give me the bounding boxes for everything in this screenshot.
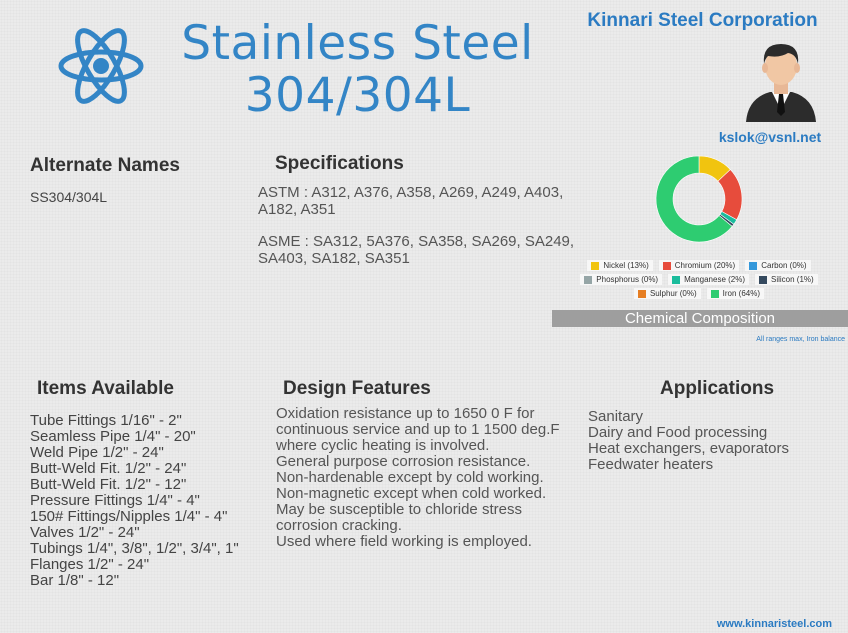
applications-heading: Applications	[660, 378, 775, 399]
list-item: Pressure Fittings 1/4" - 4"	[30, 492, 200, 509]
feature-line: where cyclic heating is involved.	[276, 437, 490, 454]
legend-swatch	[591, 262, 599, 270]
alternate-names-heading: Alternate Names	[30, 155, 180, 176]
feature-line: May be susceptible to chloride stress	[276, 501, 522, 518]
legend-swatch	[711, 290, 719, 298]
legend-label: Nickel (13%)	[603, 261, 649, 270]
list-item: Butt-Weld Fit. 1/2" - 24"	[30, 460, 187, 477]
legend-item-nickel	[587, 260, 652, 271]
application-item: Feedwater heaters	[588, 456, 714, 473]
legend-item-carbon	[745, 260, 810, 271]
list-item: Bar 1/8" - 12"	[30, 572, 120, 589]
company-name: Kinnari Steel Corporation	[587, 10, 818, 31]
applications-list	[588, 409, 789, 473]
list-item: Seamless Pipe 1/4" - 20"	[30, 428, 196, 445]
list-item: Valves 1/2" - 24"	[30, 524, 140, 541]
legend-swatch	[759, 276, 767, 284]
legend-label: Phosphorus (0%)	[596, 275, 659, 284]
page-title	[165, 18, 550, 122]
list-item: Butt-Weld Fit. 1/2" - 12"	[30, 476, 187, 493]
feature-line: Non-hardenable except by cold working.	[276, 469, 544, 486]
feature-line: Non-magnetic except when cold worked.	[276, 485, 547, 502]
legend-label: Chromium (20%)	[674, 261, 736, 270]
legend-label: Iron (64%)	[722, 289, 761, 298]
legend-item-silicon	[755, 274, 818, 285]
application-item: Sanitary	[588, 408, 644, 425]
legend-swatch	[749, 262, 757, 270]
website-link[interactable]: www.kinnaristeel.com	[716, 618, 832, 630]
feature-line: corrosion cracking.	[276, 517, 402, 534]
feature-line: Used where field working is employed.	[276, 533, 532, 550]
businessman-avatar-icon	[742, 36, 820, 122]
application-item: Heat exchangers, evaporators	[588, 440, 789, 457]
legend-item-sulphur	[634, 288, 701, 299]
items-available-list	[30, 413, 239, 589]
specifications-heading: Specifications	[275, 153, 404, 174]
legend-label: Silicon (1%)	[771, 275, 814, 284]
chart-title: Chemical Composition	[552, 310, 848, 327]
legend-item-iron	[707, 288, 764, 299]
design-features-list	[276, 406, 576, 550]
design-features-heading: Design Features	[283, 378, 431, 399]
legend-label: Carbon (0%)	[761, 261, 807, 270]
legend-item-chromium	[659, 260, 739, 271]
legend-swatch	[584, 276, 592, 284]
legend-label: Sulphur (0%)	[649, 289, 697, 298]
items-available-heading: Items Available	[37, 378, 174, 399]
chemical-composition-donut	[654, 154, 744, 244]
chart-legend	[556, 260, 842, 302]
legend-item-phosphorus	[580, 274, 662, 285]
legend-label: Manganese (2%)	[684, 275, 746, 284]
feature-line: Oxidation resistance up to 1650 0 F for	[276, 405, 535, 422]
title-line-1: Stainless Steel	[181, 16, 534, 71]
feature-line: General purpose corrosion resistance.	[276, 453, 531, 470]
legend-row-1	[556, 260, 842, 271]
spec-astm: ASTM : A312, A376, A358, A269, A249, A403, A182, A351	[258, 184, 564, 218]
contact-email[interactable]: kslok@vsnl.net	[718, 129, 822, 145]
list-item: Tubings 1/4", 3/8", 1/2", 3/4", 1"	[30, 540, 239, 557]
spec-asme: ASME : SA312, 5A376, SA358, SA269, SA249, SA403, SA182, SA351	[258, 233, 575, 267]
application-item: Dairy and Food processing	[588, 424, 768, 441]
legend-row-3	[556, 288, 842, 299]
feature-line: continuous service and up to 1 1500 deg.F	[276, 421, 560, 438]
atom-icon	[58, 20, 144, 112]
legend-item-manganese	[668, 274, 749, 285]
list-item: 150# Fittings/Nipples 1/4" - 4"	[30, 508, 228, 525]
list-item: Weld Pipe 1/2" - 24"	[30, 444, 164, 461]
list-item: Tube Fittings 1/16" - 2"	[30, 412, 182, 429]
legend-row-2	[556, 274, 842, 285]
title-line-2: 304/304L	[244, 68, 471, 123]
legend-swatch	[672, 276, 680, 284]
list-item: Flanges 1/2" - 24"	[30, 556, 150, 573]
alternate-name-value: SS304/304L	[30, 189, 108, 205]
legend-swatch	[663, 262, 671, 270]
chart-note: All ranges max, Iron balance	[756, 336, 845, 343]
legend-swatch	[638, 290, 646, 298]
